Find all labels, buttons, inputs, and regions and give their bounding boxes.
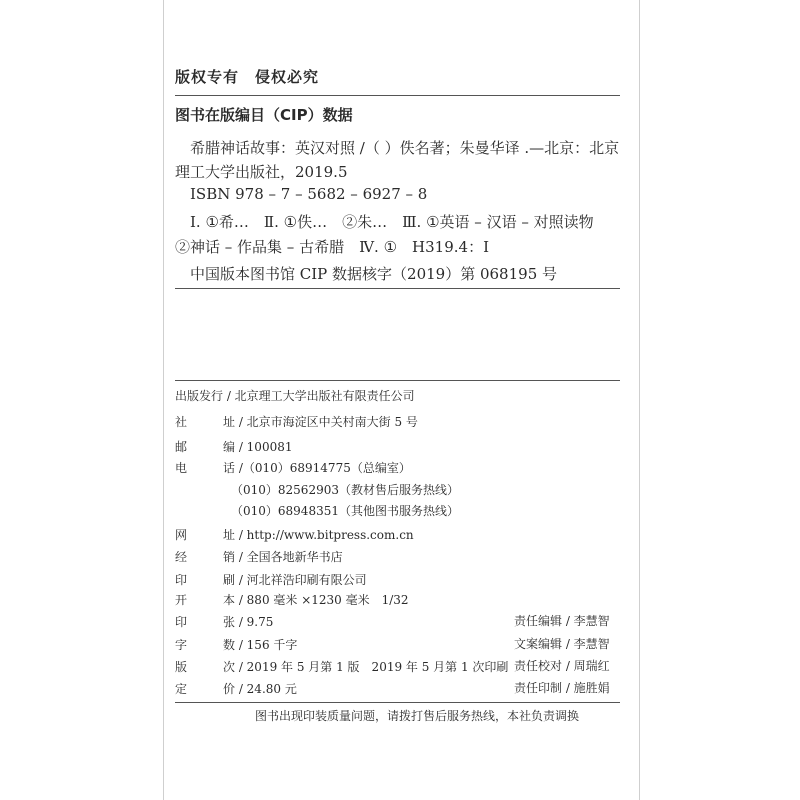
cip-class-2: ②神话 – 作品集 – 古希腊 Ⅳ. ① H319.4：I (175, 238, 489, 256)
address-value: 址 / 北京市海淀区中关村南大街 5 号 (223, 415, 418, 429)
website-label: 网 (175, 528, 188, 542)
price-row (175, 679, 297, 699)
format-label: 开 (175, 593, 188, 607)
cip-isbn: ISBN 978 – 7 – 5682 – 6927 – 8 (190, 185, 428, 203)
edition-label: 版 (175, 660, 188, 674)
distributor-value: 销 / 全国各地新华书店 (223, 550, 343, 564)
phone-value-3: （010）68948351（其他图书服务热线） (231, 504, 459, 518)
price-label: 定 (175, 682, 188, 696)
copy-editor-credit: 文案编辑 / 李慧智 (514, 637, 610, 651)
editor-credit: 责任编辑 / 李慧智 (514, 614, 610, 628)
copyright-notice: 版权专有 侵权必究 (175, 68, 320, 86)
postcode-row (175, 437, 292, 457)
cip-divider (175, 288, 620, 289)
printer-row (175, 570, 367, 590)
printer-value: 刷 / 河北祥浩印刷有限公司 (223, 573, 367, 587)
format-value: 本 / 880 毫米 ×1230 毫米 1/32 (223, 593, 409, 607)
price-value: 价 / 24.80 元 (223, 682, 297, 696)
edition-row (175, 657, 508, 677)
quality-notice: 图书出现印装质量问题，请拨打售后服务热线，本社负责调换 (255, 709, 580, 723)
postcode-value: 编 / 100081 (223, 440, 293, 454)
phone-value-1: 话 /（010）68914775（总编室） (223, 461, 411, 475)
print-supervisor-credit: 责任印制 / 施胜娟 (514, 681, 610, 695)
phone-value-2: （010）82562903（教材售后服务热线） (231, 483, 459, 497)
top-divider (175, 95, 620, 96)
cip-line-1: 希腊神话故事：英汉对照 /（ ）佚名著；朱曼华译 .—北京：北京 (190, 139, 620, 157)
phone-row (175, 458, 411, 478)
sheets-value: 张 / 9.75 (223, 615, 274, 629)
words-label: 字 (175, 638, 188, 652)
proofreader-credit: 责任校对 / 周瑞红 (514, 659, 610, 673)
sheets-row (175, 612, 273, 632)
distributor-row (175, 547, 343, 567)
publisher-row: 出版发行 / 北京理工大学出版社有限责任公司 (175, 389, 415, 403)
phone-label: 电 (175, 461, 188, 475)
cip-title: 图书在版编目（CIP）数据 (175, 106, 353, 124)
cip-line-2: 理工大学出版社，2019.5 (175, 163, 348, 181)
postcode-label: 邮 (175, 440, 188, 454)
distributor-label: 经 (175, 550, 188, 564)
address-row (175, 412, 418, 432)
words-row (175, 635, 297, 655)
website-row (175, 525, 414, 545)
sheets-label: 印 (175, 615, 188, 629)
publication-top-divider (175, 380, 620, 381)
cip-class-1: Ⅰ. ①希… Ⅱ. ①佚… ②朱… Ⅲ. ①英语 – 汉语 – 对照读物 (190, 213, 594, 231)
printer-label: 印 (175, 573, 188, 587)
address-label: 社 (175, 415, 188, 429)
format-row (175, 590, 409, 610)
words-value: 数 / 156 千字 (223, 638, 298, 652)
cip-number: 中国版本图书馆 CIP 数据核字（2019）第 068195 号 (190, 265, 558, 283)
footer-divider (175, 702, 620, 703)
edition-value: 次 / 2019 年 5 月第 1 版 2019 年 5 月第 1 次印刷 (223, 660, 509, 674)
website-value: 址 / http://www.bitpress.com.cn (223, 528, 414, 542)
